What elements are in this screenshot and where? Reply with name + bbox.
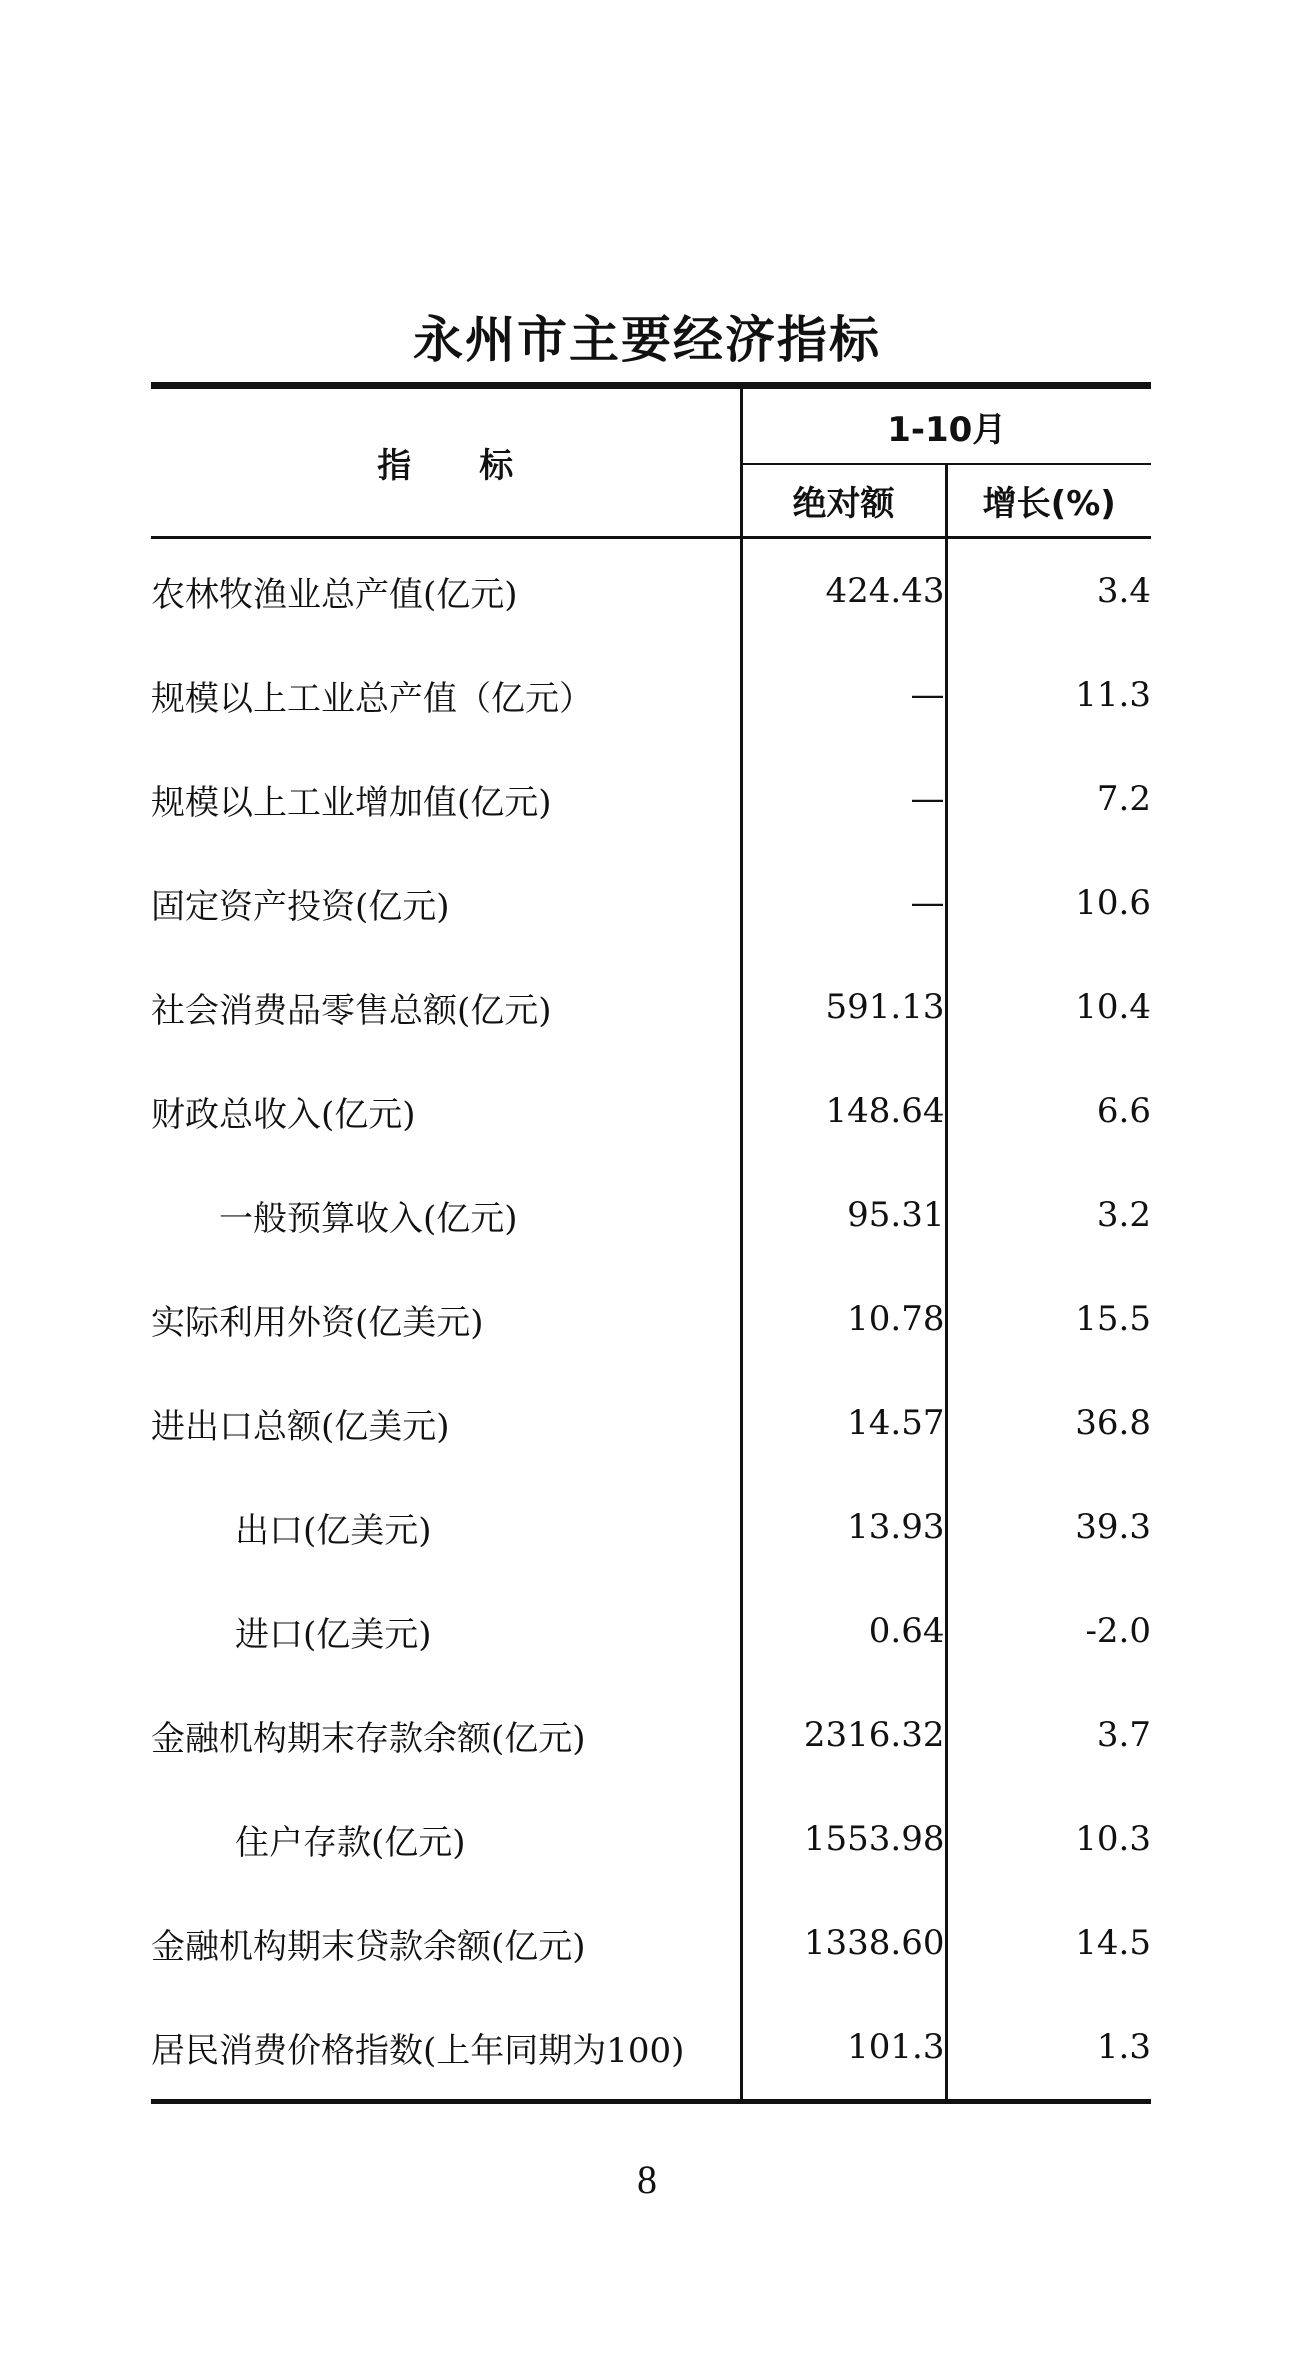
indicator-name: 财政总收入(亿元) — [151, 1059, 741, 1163]
absolute-value: 101.3 — [741, 1995, 946, 2102]
indicator-name: 住户存款(亿元) — [151, 1787, 741, 1891]
growth-value: 36.8 — [1075, 1403, 1151, 1443]
growth-value: 10.6 — [1075, 883, 1151, 923]
growth-value: 1.3 — [1096, 2027, 1151, 2067]
indicator-name: 进口(亿美元) — [151, 1579, 741, 1683]
growth-value: -2.0 — [1085, 1611, 1151, 1651]
table-row — [151, 1579, 1151, 1683]
growth-value: 3.7 — [1096, 1715, 1151, 1755]
growth-value: 39.3 — [1075, 1507, 1151, 1547]
table-row — [151, 1059, 1151, 1163]
table-row — [151, 1371, 1151, 1475]
absolute-value: 2316.32 — [741, 1683, 946, 1787]
indicator-name: 农林牧渔业总产值(亿元) — [151, 538, 741, 644]
table-row — [151, 1163, 1151, 1267]
growth-value: 11.3 — [1075, 675, 1151, 715]
table-row — [151, 851, 1151, 955]
growth-header: 增长(%) — [982, 484, 1116, 524]
indicator-name: 规模以上工业总产值（亿元） — [151, 643, 741, 747]
indicator-name: 金融机构期末贷款余额(亿元) — [151, 1891, 741, 1995]
absolute-value: 1338.60 — [741, 1891, 946, 1995]
absolute-value: 424.43 — [741, 538, 946, 644]
table-row — [151, 747, 1151, 851]
indicator-name: 规模以上工业增加值(亿元) — [151, 747, 741, 851]
absolute-value: 95.31 — [741, 1163, 946, 1267]
growth-value: 14.5 — [1075, 1923, 1151, 1963]
absolute-value-header: 绝对额 — [741, 464, 946, 538]
absolute-value: 13.93 — [741, 1475, 946, 1579]
table-row — [151, 1683, 1151, 1787]
absolute-value: 148.64 — [741, 1059, 946, 1163]
table-row — [151, 1267, 1151, 1371]
growth-value: 6.6 — [1096, 1091, 1151, 1131]
indicator-name: 进出口总额(亿美元) — [151, 1371, 741, 1475]
growth-value: 15.5 — [1075, 1299, 1151, 1339]
period-header: 1-10月 — [741, 386, 1151, 465]
table-row — [151, 643, 1151, 747]
absolute-value: — — [741, 643, 946, 747]
table-row — [151, 1891, 1151, 1995]
indicator-name: 固定资产投资(亿元) — [151, 851, 741, 955]
growth-value: 7.2 — [1096, 779, 1151, 819]
absolute-value: — — [741, 747, 946, 851]
economic-indicators-table — [151, 382, 1151, 2104]
absolute-value: 591.13 — [741, 955, 946, 1059]
table-row — [151, 1787, 1151, 1891]
table-row — [151, 1995, 1151, 2102]
page-title: 永州市主要经济指标 — [413, 311, 881, 369]
indicator-name: 出口(亿美元) — [151, 1475, 741, 1579]
absolute-value: 14.57 — [741, 1371, 946, 1475]
indicator-column-header: 指 标 — [151, 386, 741, 538]
absolute-value: — — [741, 851, 946, 955]
table-row — [151, 955, 1151, 1059]
absolute-value: 0.64 — [741, 1579, 946, 1683]
table-row — [151, 1475, 1151, 1579]
absolute-value: 1553.98 — [741, 1787, 946, 1891]
page-number: 8 — [637, 2157, 657, 2202]
growth-value: 10.4 — [1075, 987, 1151, 1027]
growth-value: 3.4 — [1096, 571, 1151, 611]
growth-value: 3.2 — [1096, 1195, 1151, 1235]
table-row — [151, 538, 1151, 644]
absolute-value: 10.78 — [741, 1267, 946, 1371]
growth-value: 10.3 — [1075, 1819, 1151, 1859]
indicator-name: 金融机构期末存款余额(亿元) — [151, 1683, 741, 1787]
indicator-name: 实际利用外资(亿美元) — [151, 1267, 741, 1371]
indicator-name: 居民消费价格指数(上年同期为100) — [151, 1995, 741, 2102]
indicator-name: 一般预算收入(亿元) — [151, 1163, 741, 1267]
indicator-name: 社会消费品零售总额(亿元) — [151, 955, 741, 1059]
